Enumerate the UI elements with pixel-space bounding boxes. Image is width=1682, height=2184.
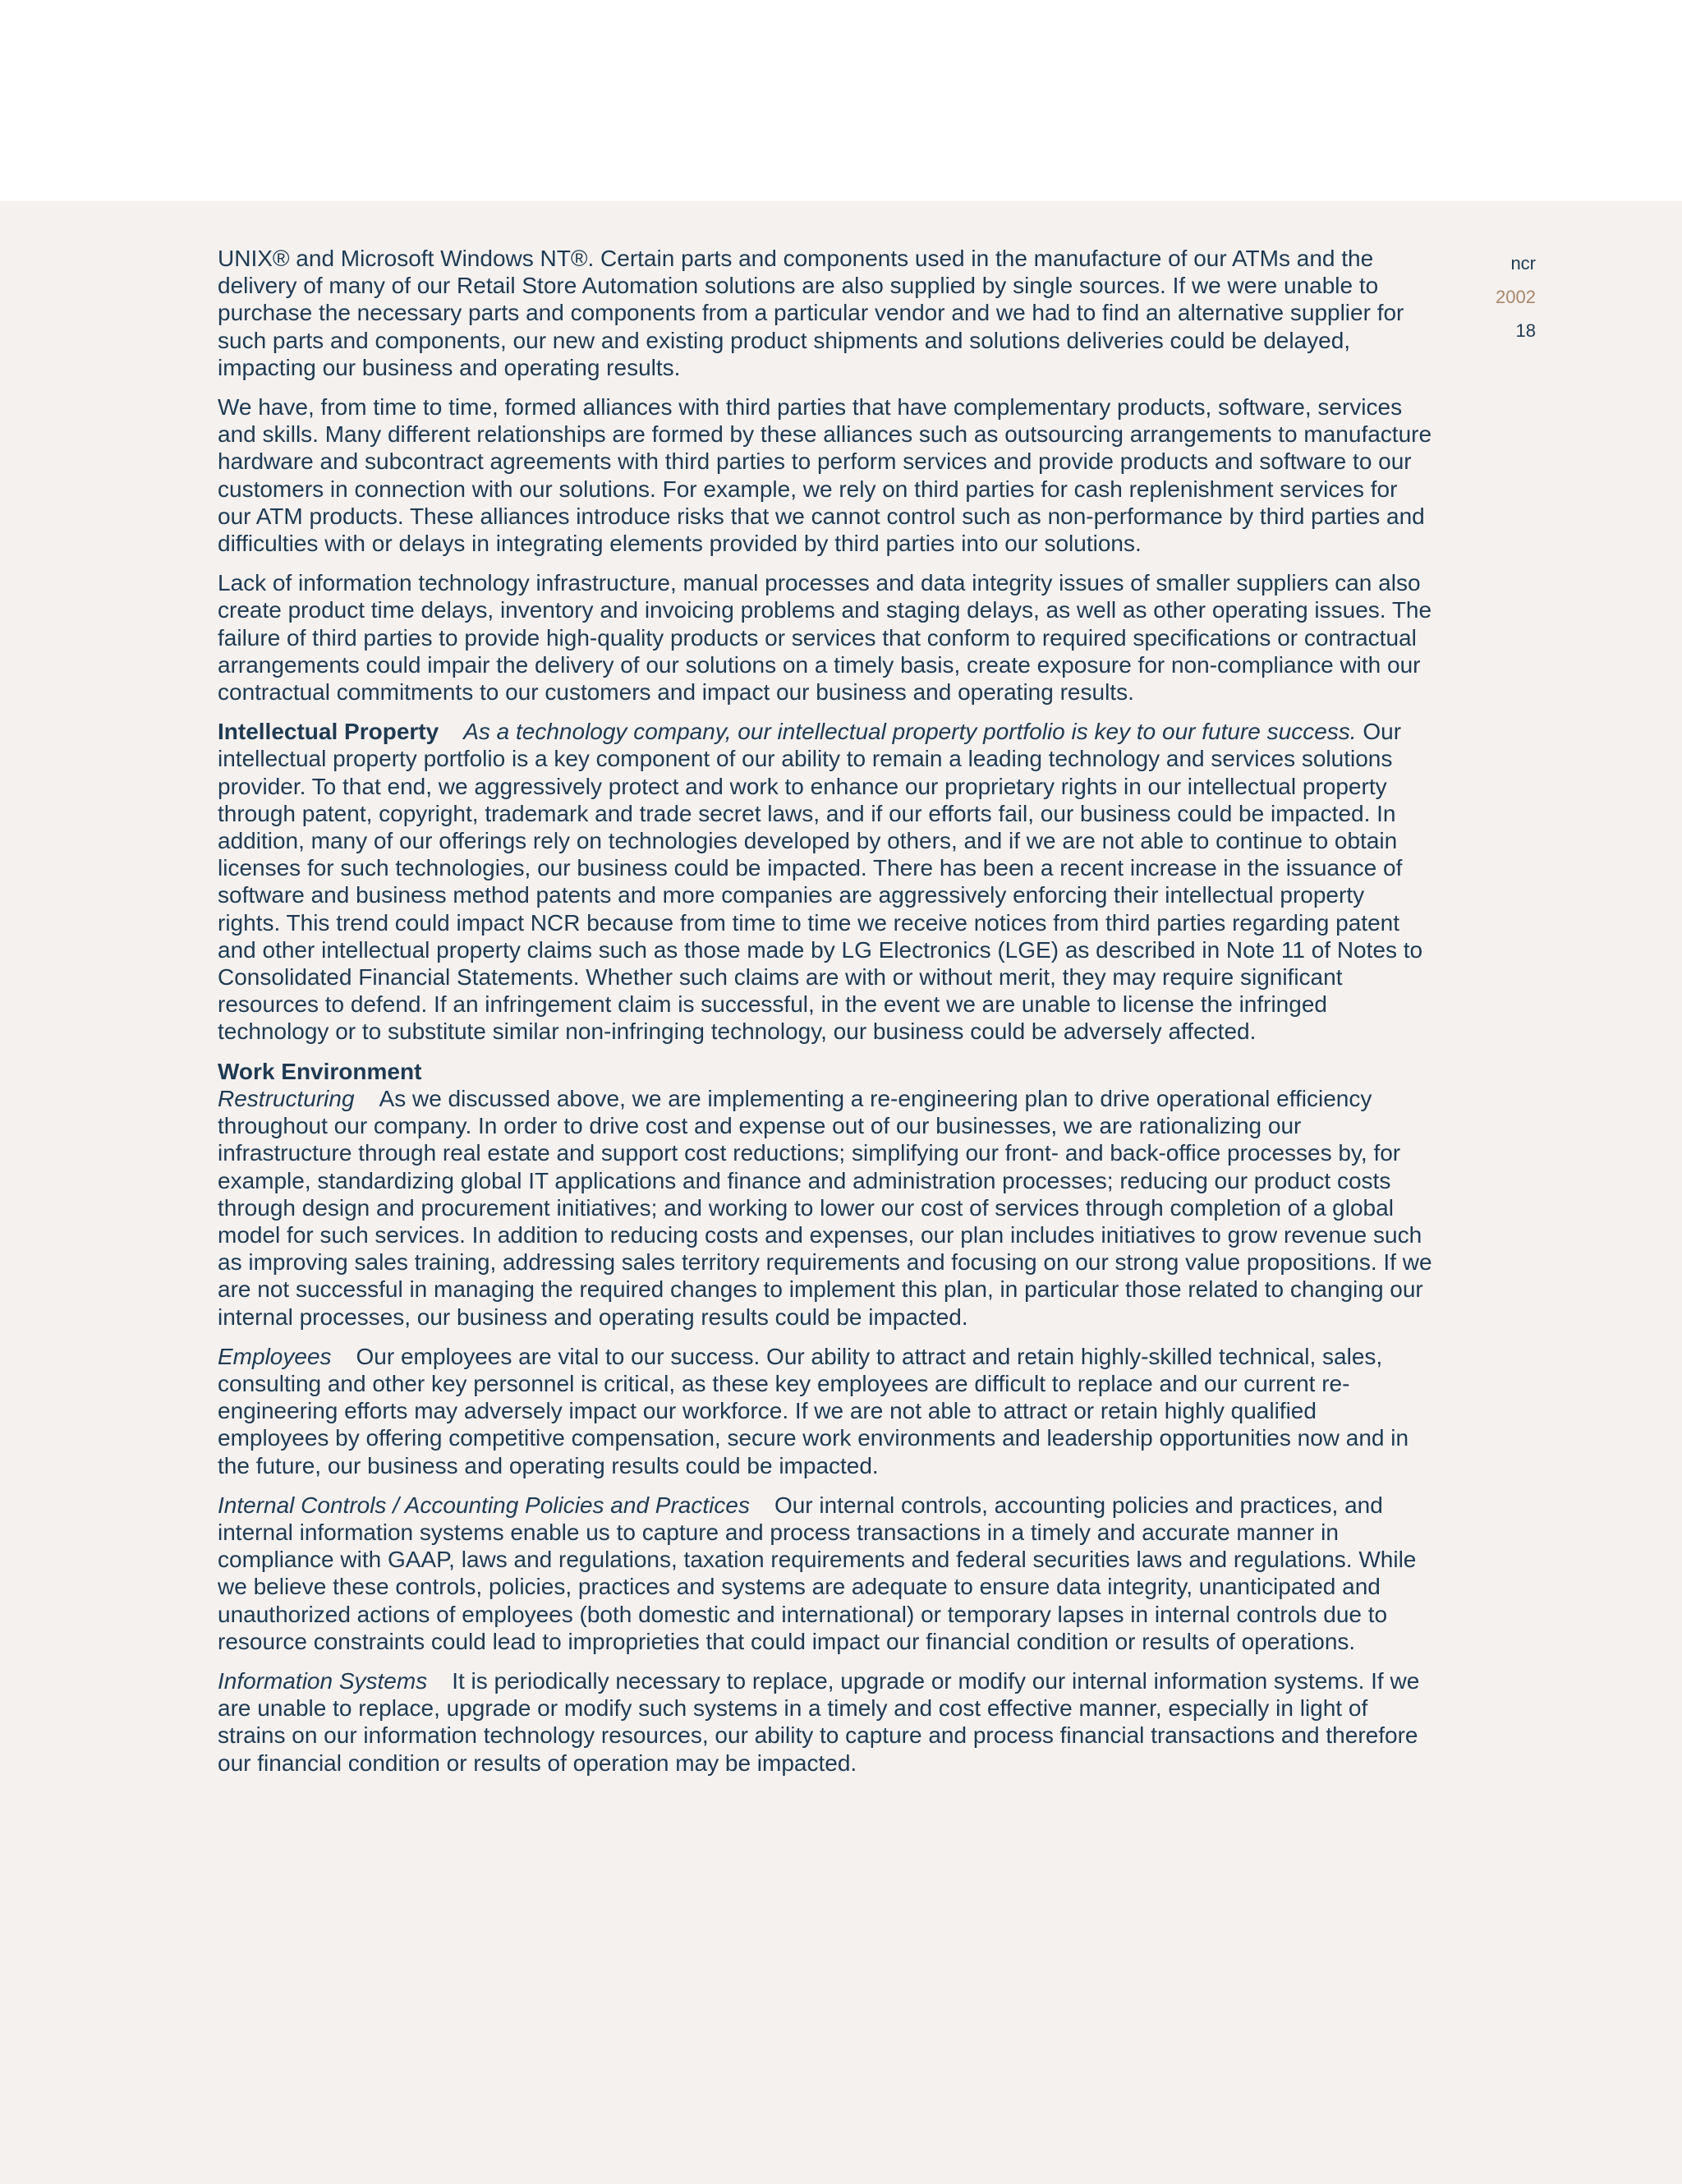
employees-text: Our employees are vital to our success. Our ability to attract and retain highly-skilled technical, sales, consulting and other key personnel is critical, as these key employees are difficult to replace and our current re-engineering efforts may adversely impact our workforce. If we are not able to attract or retain highly qualified employees by offering competitive compensation, secure work environments and leadership opportunities now and in the future, our business and operating results could be impacted. — [218, 1343, 1409, 1478]
paragraph-suppliers: Lack of information technology infrastructure, manual processes and data integrity issues of smaller suppliers can also create product time delays, inventory and invoicing problems and staging delays, as well as other operating issues. The failure of third parties to provide high-quality products or services that conform to required specifications or contractual arrangements could impair the delivery of our solutions on a timely basis, create exposure for non-compliance with our contractual commitments to our customers and impact our business and operating results. — [218, 570, 1432, 706]
ip-lead-sentence: As a technology company, our intellectual property portfolio is key to our future success. — [463, 719, 1357, 745]
paragraph-employees — [218, 1343, 1433, 1479]
subheading-restructuring: Restructuring — [218, 1085, 355, 1111]
section-heading-intellectual-property: Intellectual Property — [218, 719, 439, 745]
restructuring-text: As we discussed above, we are implementing a re-engineering plan to drive operational efficiency throughout our company. In order to drive cost and expense out of our businesses, we are rationalizing our infrastructure through real estate and support cost reductions; simplifying our front- and back-office processes by, for example, standardizing global IT applications and finance and administration processes; reducing our product costs through design and procurement initiatives; and working to lower our cost of services through completion of a global model for such services. In addition to reducing costs and expenses, our plan includes initiatives to grow revenue such as improving sales training, addressing sales territory requirements and focusing on our strong value propositions. If we are not successful in managing the required changes to implement this plan, in particular those related to changing our internal processes, our business and operating results could be impacted. — [218, 1085, 1432, 1330]
paragraph-information-systems — [218, 1667, 1433, 1777]
information-systems-text: It is periodically necessary to replace, upgrade or modify our internal information systems. If we are unable to replace, upgrade or modify such systems in a timely and cost effective manner, especially in light of strains on our information technology resources, our ability to capture and process financial transactions and therefore our financial condition or results of operation may be impacted. — [218, 1667, 1420, 1776]
report-year: 2002 — [1496, 287, 1536, 307]
internal-controls-text: Our internal controls, accounting policies and practices, and internal information systems enable us to capture and process transactions in a timely and accurate manner in compliance with GAAP, laws and regulations, taxation requirements and federal securities laws and regulations. While we believe these controls, policies, practices and systems are adequate to ensure data integrity, unanticipated and unauthorized actions of employees (both domestic and international) or temporary lapses in internal controls due to resource constraints could lead to improprieties that could impact our financial condition or results of operations. — [218, 1492, 1417, 1654]
page-meta — [1437, 246, 1536, 347]
paragraph-intellectual-property — [218, 718, 1433, 1045]
section-heading-work-environment: Work Environment — [218, 1058, 422, 1084]
document-body — [218, 245, 1433, 1789]
paragraph-internal-controls — [218, 1492, 1433, 1655]
brand-label: ncr — [1510, 253, 1536, 274]
page-number: 18 — [1515, 320, 1536, 341]
subheading-internal-controls: Internal Controls / Accounting Policies and Practices — [218, 1492, 750, 1518]
paragraph-restructuring — [218, 1085, 1433, 1331]
subheading-employees: Employees — [218, 1343, 332, 1369]
ip-body-text: Our intellectual property portfolio is a key component of our ability to remain a leading technology and services solutions provider. To that end, we aggressively protect and work to enhance our proprietary rights in our intellectual property through patent, copyright, trademark and trade secret laws, and if our efforts fail, our business could be impacted. In addition, many of our offerings rely on technologies developed by others, and if we are not able to continue to obtain licenses for such technologies, our business could be impacted. There has been a recent increase in the issuance of software and business method patents and more companies are aggressively enforcing their intellectual property rights. This trend could impact NCR because from time to time we receive notices from third parties regarding patent and other intellectual property claims such as those made by LG Electronics (LGE) as described in Note 11 of Notes to Consolidated Financial Statements. Whether such claims are with or without merit, they may require significant resources to defend. If an infringement claim is successful, in the event we are unable to license the infringed technology or to substitute similar non-infringing technology, our business could be adversely affected. — [218, 719, 1423, 1045]
paragraph-alliances: We have, from time to time, formed alliances with third parties that have complementary products, software, services and skills. Many different relationships are formed by these alliances such as outsourcing arrangements to manufacture hardware and subcontract agreements with third parties to perform services and provide products and software to our customers in connection with our solutions. For example, we rely on third parties for cash replenishment services for our ATM products. These alliances introduce risks that we cannot control such as non-performance by third parties and difficulties with or delays in integrating elements provided by third parties into our solutions. — [218, 394, 1432, 557]
subheading-information-systems: Information Systems — [218, 1667, 428, 1694]
paragraph-single-source: UNIX® and Microsoft Windows NT®. Certain parts and components used in the manufacture of our ATMs and the delivery of many of our Retail Store Automation solutions are also supplied by single sources. If we were unable to purchase the necessary parts and components from a particular vendor and we had to find an alternative supplier for such parts and components, our new and existing product shipments and solutions deliveries could be delayed, impacting our business and operating results. — [218, 246, 1404, 380]
